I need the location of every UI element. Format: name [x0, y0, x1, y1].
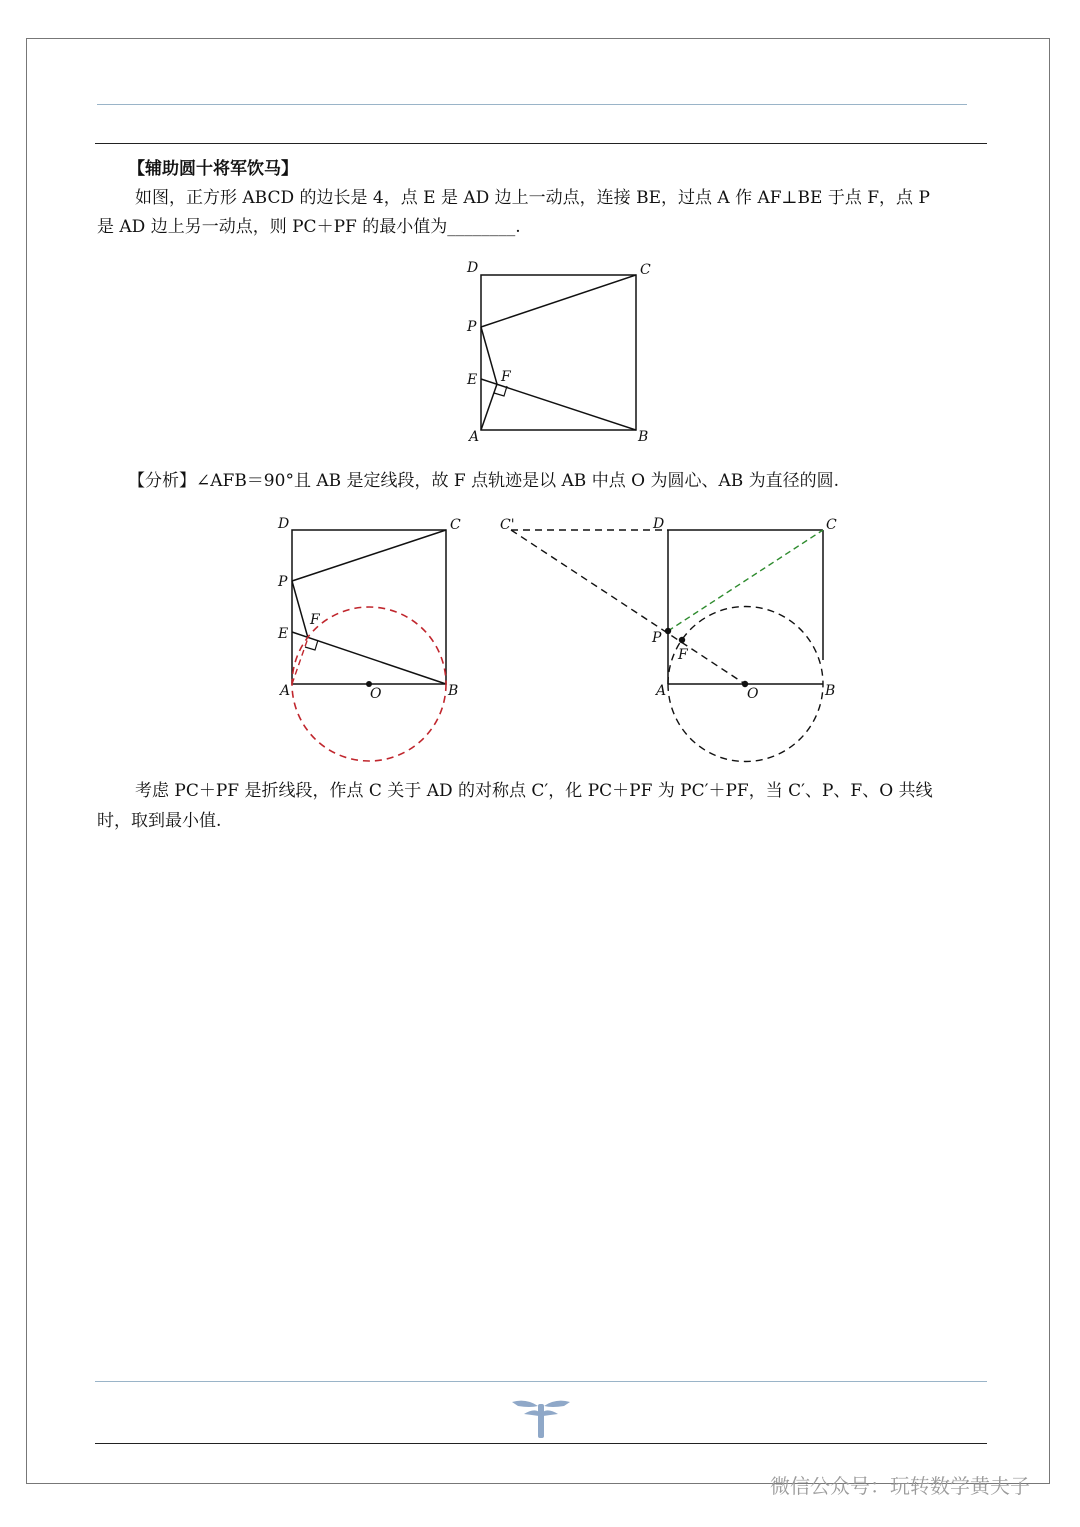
segment-be	[292, 632, 446, 684]
segment-pf	[292, 581, 308, 638]
problem-line-2: 是 AD 边上另一动点，则 PC＋PF 的最小值为________.	[97, 217, 521, 237]
label-a: A	[469, 429, 480, 445]
label-c-prime: C'	[500, 517, 515, 533]
header-rule-blue	[97, 104, 967, 105]
consider-line-1: 考虑 PC＋PF 是折线段，作点 C 关于 AD 的对称点 C′，化 PC＋PF 为 PC′＋PF，当 C′、P、F、O 共线	[135, 781, 933, 801]
label-b: B	[825, 683, 836, 699]
label-e: E	[467, 372, 478, 388]
segment-cprime-o	[511, 530, 745, 684]
label-c: C	[450, 517, 461, 533]
label-p: P	[652, 630, 662, 646]
label-d: D	[467, 260, 479, 276]
label-a: A	[280, 683, 291, 699]
segment-pc-green	[668, 530, 823, 631]
label-f: F	[678, 647, 688, 663]
segment-af-dashed	[292, 638, 308, 684]
label-b: B	[638, 429, 649, 445]
label-o: O	[370, 686, 382, 702]
square-abcd	[481, 275, 636, 430]
segment-pc	[292, 530, 446, 581]
label-f: F	[501, 369, 511, 385]
label-d: D	[278, 516, 290, 532]
consider-line-2: 时，取到最小值.	[97, 811, 222, 831]
label-c: C	[640, 262, 651, 278]
label-b: B	[448, 683, 459, 699]
section-heading: 【辅助圆十将军饮马】	[128, 159, 298, 179]
locus-circle-lower	[668, 684, 823, 762]
footer-rule-black	[95, 1443, 987, 1444]
footer-logo-icon	[510, 1396, 572, 1440]
segment-af	[481, 384, 497, 430]
footer-rule-blue	[95, 1381, 987, 1382]
analysis-text: 【分析】∠AFB＝90°且 AB 是定线段，故 F 点轨迹是以 AB 中点 O 为圆心、AB 为直径的圆.	[128, 471, 840, 491]
segment-pc	[481, 275, 636, 327]
locus-circle-upper	[668, 607, 823, 685]
segment-be	[481, 379, 636, 430]
label-d: D	[653, 516, 665, 532]
label-a: A	[656, 683, 667, 699]
label-e: E	[278, 626, 289, 642]
segment-pf	[481, 327, 497, 384]
point-f	[679, 637, 685, 643]
point-p	[665, 628, 671, 634]
label-f: F	[310, 612, 320, 628]
header-rule-black	[95, 143, 987, 144]
figure-locus	[270, 510, 470, 765]
label-o: O	[747, 686, 759, 702]
label-p: P	[278, 574, 288, 590]
label-p: P	[467, 319, 477, 335]
problem-line-1: 如图，正方形 ABCD 的边长是 4，点 E 是 AD 边上一动点，连接 BE，过点 A 作 AF⊥BE 于点 F，点 P	[135, 188, 930, 208]
watermark-text: 微信公众号：玩转数学黄夫子	[770, 1474, 1030, 1498]
figure-problem	[460, 258, 660, 448]
figure-reflection	[495, 510, 850, 765]
label-c: C	[826, 517, 837, 533]
